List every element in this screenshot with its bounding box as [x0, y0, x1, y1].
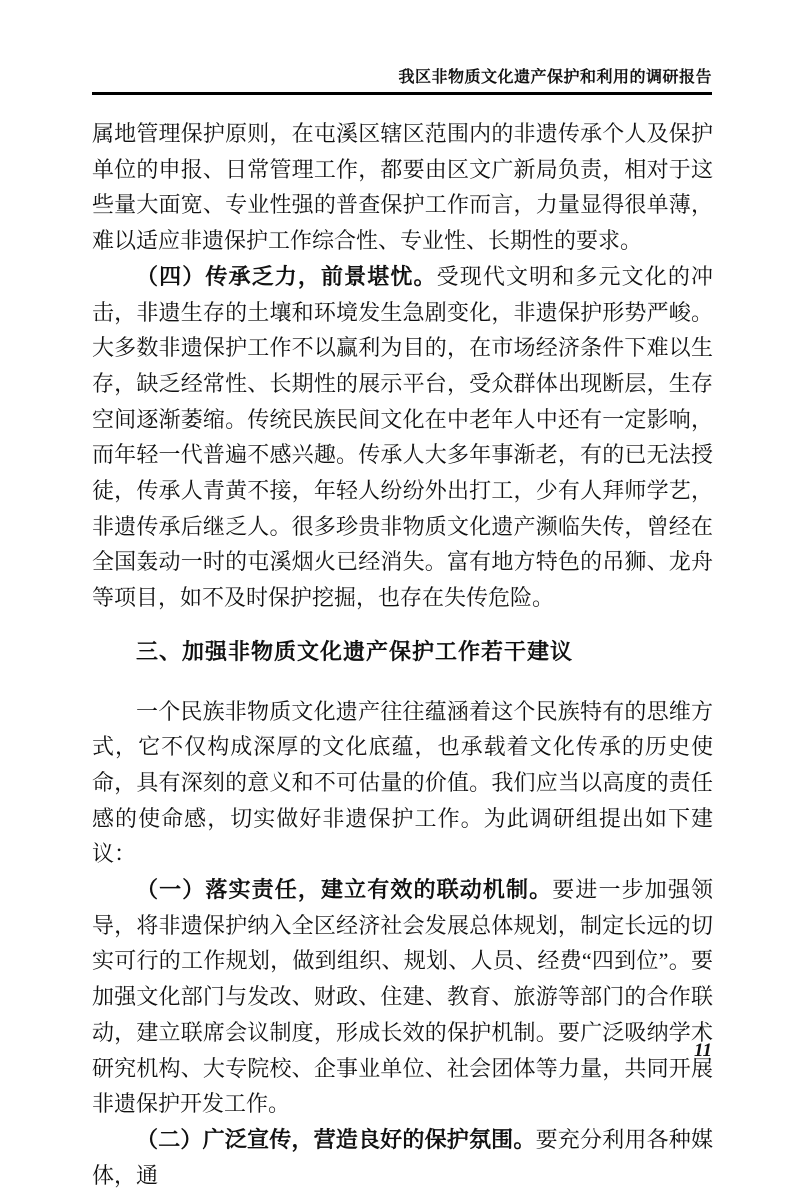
paragraph-item-two [92, 1122, 713, 1193]
paragraph-item-one-text: 要进一步加强领导，将非遗保护纳入全区经济社会发展总体规划，制定长远的切实可行的工作规划，做到组织、规划、人员、经费“四到位”。要加强文化部门与发改、财政、住建、教育、旅游等部门的合作联动，建立联席会议制度，形成长效的保护机制。要广泛吸纳学术研究机构、大专院校、企事业单位、社会团体等力量，共同开展非遗保护开发工作。 [92, 877, 713, 1117]
running-header-title: 我区非物质文化遗产保护和利用的调研报告 [92, 64, 712, 95]
paragraph-item-one-lead: （一）落实责任，建立有效的联动机制。 [136, 877, 553, 903]
paragraph-item-two-lead: （二）广泛宣传，营造良好的保护氛围。 [136, 1126, 536, 1152]
paragraph-item-four [92, 259, 713, 616]
paragraph-intro: 一个民族非物质文化遗产往往蕴涵着这个民族特有的思维方式，它不仅构成深厚的文化底蕴，也承载着文化传承的历史使命，具有深刻的意义和不可估量的价值。我们应当以高度的责任感的使命感，切实做好非遗保护工作。为此调研组提出如下建议： [92, 698, 713, 867]
document-body [92, 116, 713, 1193]
paragraph-item-four-text: 受现代文明和多元文化的冲击，非遗生存的土壤和环境发生急剧变化，非遗保护形势严峻。大多数非遗保护工作不以赢利为目的，在市场经济条件下难以生存，缺乏经常性、长期性的展示平台，受众群体出现断层，生存空间逐渐萎缩。传统民族民间文化在中老年人中还有一定影响，而年轻一代普遍不感兴趣。传承人大多年事渐老，有的已无法授徒，传承人青黄不接，年轻人纷纷外出打工，少有人拜师学艺，非遗传承后继乏人。很多珍贵非物质文化遗产濒临失传，曾经在全国轰动一时的屯溪烟火已经消失。富有地方特色的吊狮、龙舟等项目，如不及时保护挖掘，也存在失传危险。 [92, 263, 713, 611]
page-number: 11 [694, 1040, 712, 1061]
paragraph-item-one [92, 872, 713, 1122]
section-heading: 三、加强非物质文化遗产保护工作若干建议 [136, 638, 574, 664]
paragraph-item-two-text: 要充分利用各种媒体，通 [92, 1126, 713, 1188]
paragraph-continuation: 属地管理保护原则，在屯溪区辖区范围内的非遗传承个人及保护单位的申报、日常管理工作，都要由区文广新局负责，相对于这些量大面宽、专业性强的普查保护工作而言，力量显得很单薄，难以适应非遗保护工作综合性、专业性、长期性的要求。 [92, 121, 713, 254]
paragraph-item-four-lead: （四）传承乏力，前景堪忧。 [136, 263, 437, 289]
